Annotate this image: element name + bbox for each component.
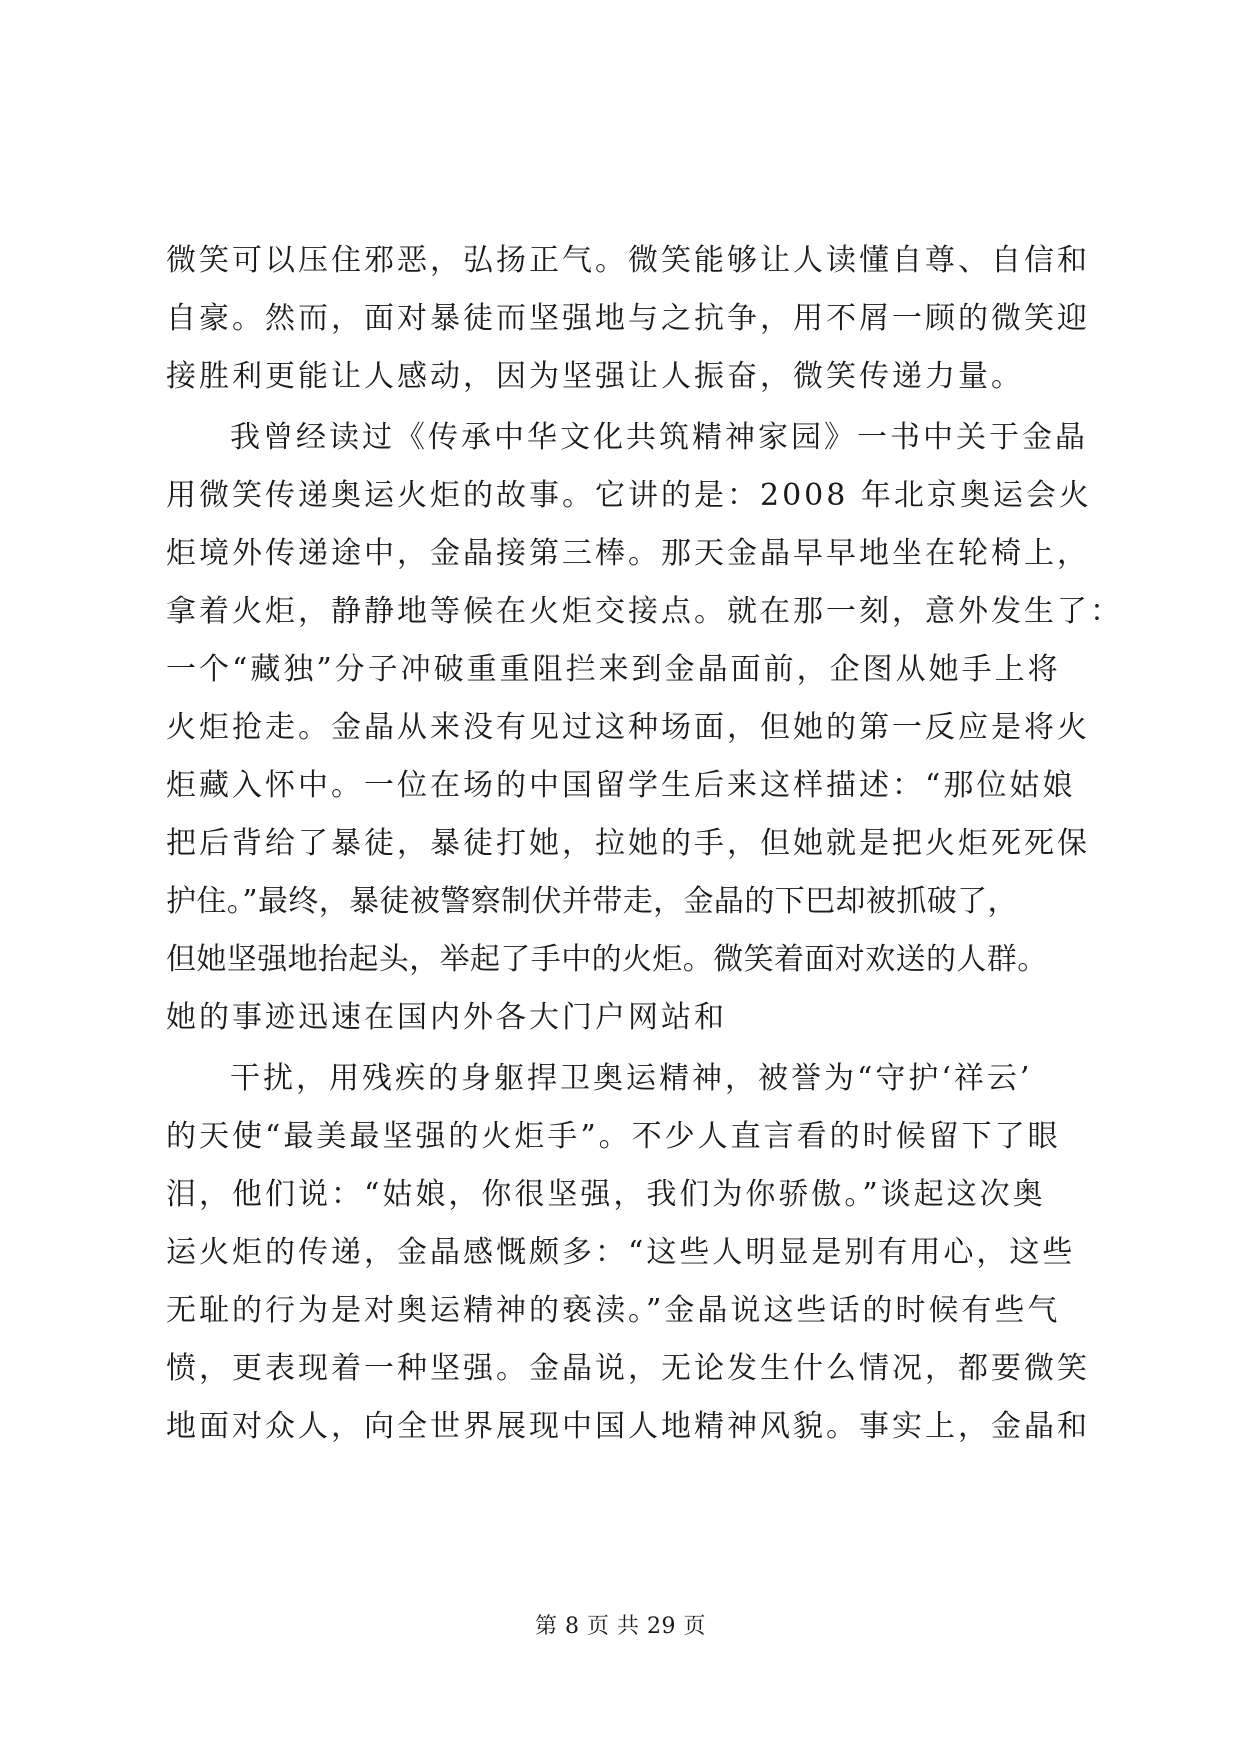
text-line: 自豪。然而，面对暴徒而坚强地与之抗争，用不屑一顾的微笑迎 <box>166 301 1090 336</box>
text-line: 干扰，用残疾的身躯捍卫奥运精神，被誉为“守护‘祥云’ <box>230 1061 1033 1096</box>
page-number: 第 8 页 共 29 页 <box>535 1614 706 1639</box>
text-line: 无耻的行为是对奥运精神的亵渎。”金晶说这些话的时候有些气 <box>166 1293 1061 1328</box>
text-line: 护住。”最终，暴徒被警察制伏并带走，金晶的下巴却被抓破了， <box>166 884 1018 919</box>
text-line: 接胜利更能让人感动，因为坚强让人振奋，微笑传递力量。 <box>166 359 1024 394</box>
text-line: 的天使“最美最坚强的火炬手”。不少人直言看的时候留下了眼 <box>166 1119 1061 1154</box>
paragraph-2 <box>166 409 1123 1047</box>
text-line: 把后背给了暴徒，暴徒打她，拉她的手，但她就是把火炬死死保 <box>166 826 1090 861</box>
text-line: 但她坚强地抬起头，举起了手中的火炬。微笑着面对欢送的人群。 <box>166 942 1048 977</box>
text-line: 她的事迹迅速在国内外各大门户网站和 <box>166 1000 727 1035</box>
text-line: 拿着火炬，静静地等候在火炬交接点。就在那一刻，意外发生了： <box>166 594 1123 629</box>
paragraph-3 <box>166 1050 1090 1456</box>
text-line: 泪，他们说：“姑娘，你很坚强，我们为你骄傲。”谈起这次奥 <box>166 1177 1046 1212</box>
text-line: 我曾经读过《传承中华文化共筑精神家园》一书中关于金晶 <box>230 420 1088 455</box>
text-line: 运火炬的传递，金晶感慨颇多：“这些人明显是别有用心，这些 <box>166 1235 1076 1270</box>
text-line: 地面对众人，向全世界展现中国人地精神风貌。事实上，金晶和 <box>166 1409 1090 1444</box>
text-line: 愤，更表现着一种坚强。金晶说，无论发生什么情况，都要微笑 <box>166 1351 1090 1386</box>
text-line: 用微笑传递奥运火炬的故事。它讲的是：2008 年北京奥运会火 <box>166 478 1092 513</box>
paragraph-1 <box>166 232 1090 406</box>
body-text <box>166 232 1123 1456</box>
text-line: 火炬抢走。金晶从来没有见过这种场面，但她的第一反应是将火 <box>166 710 1090 745</box>
text-line: 一个“藏独”分子冲破重重阻拦来到金晶面前，企图从她手上将 <box>166 652 1061 687</box>
text-line: 炬境外传递途中，金晶接第三棒。那天金晶早早地坐在轮椅上， <box>166 536 1090 571</box>
text-line: 微笑可以压住邪恶，弘扬正气。微笑能够让人读懂自尊、自信和 <box>166 243 1090 278</box>
text-line: 炬藏入怀中。一位在场的中国留学生后来这样描述：“那位姑娘 <box>166 768 1076 803</box>
